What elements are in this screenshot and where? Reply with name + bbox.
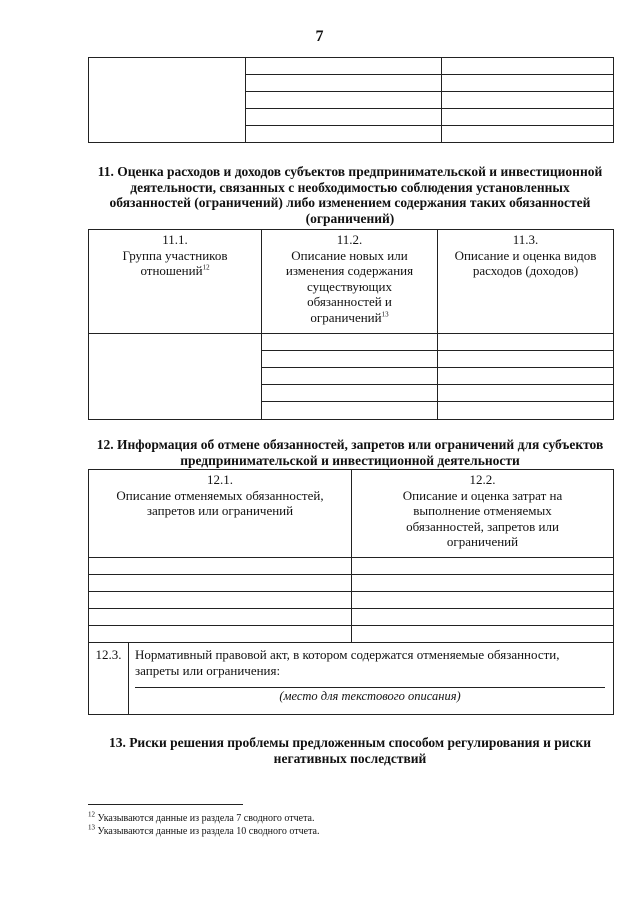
footnote-13: $^{13}$ Указываются данные из раздела 10 сводного отчета. — [88, 823, 320, 837]
table-cell — [262, 402, 438, 420]
table-cell — [438, 334, 614, 351]
table-cell — [246, 92, 442, 109]
table-cell — [89, 592, 352, 609]
table-cell — [352, 592, 614, 609]
footnote-12: $^{12}$ Указываются данные из раздела 7 сводного отчета. — [88, 810, 315, 824]
table-cell — [438, 402, 614, 420]
section-13-title: 13. Риски решения проблемы предложенным способом регулирования и риски негативных последствий — [108, 735, 592, 766]
table-cell — [262, 334, 438, 351]
column-header-11-2: 11.2. Описание новых или изменения содержания существующих обязанностей и ограничений$^{13}$ — [262, 230, 438, 334]
section-12-table — [88, 469, 614, 715]
table-cell — [352, 626, 614, 643]
table-cell — [352, 609, 614, 626]
row-12-3-number: 12.3. — [89, 643, 129, 715]
table-cell — [352, 558, 614, 575]
column-header-12-2: 12.2. Описание и оценка затрат на выполнение отменяемых обязанностей, запретов или ограничений — [352, 470, 614, 558]
page-number: 7 — [315, 28, 324, 45]
table-cell — [246, 126, 442, 143]
table-cell — [262, 351, 438, 368]
table-cell — [438, 351, 614, 368]
table-cell — [89, 334, 262, 420]
table-cell — [89, 558, 352, 575]
table-cell — [262, 368, 438, 385]
table-cell — [89, 609, 352, 626]
table-cell — [89, 575, 352, 592]
table-cell — [442, 92, 614, 109]
footnote-separator — [88, 804, 243, 805]
table-cell — [438, 368, 614, 385]
table-cell — [442, 58, 614, 75]
table-cell — [262, 385, 438, 402]
continuation-table — [88, 57, 614, 143]
row-12-3-label: Нормативный правовой акт, в котором содержатся отменяемые обязанности, запреты или ограничения: — [135, 647, 560, 678]
table-cell — [442, 126, 614, 143]
column-header-12-1: 12.1. Описание отменяемых обязанностей, запретов или ограничений — [89, 470, 352, 558]
row-12-3-content — [129, 643, 614, 715]
table-cell — [438, 385, 614, 402]
table-cell — [246, 58, 442, 75]
table-cell — [89, 58, 246, 143]
table-cell — [89, 626, 352, 643]
section-11-title: 11. Оценка расходов и доходов субъектов предпринимательской и инвестиционной деятельности, связанных с необходимостью соблюдения установленных обязанностей (ограничений) либо изменением содержания таких обязанностей (ограничений) — [97, 164, 603, 226]
text-entry-hint: (место для текстового описания) — [279, 689, 461, 703]
section-12-title: 12. Информация об отмене обязанностей, запретов или ограничений для субъектов предпринимательской и инвестиционной деятельности — [96, 437, 604, 468]
column-header-11-3: 11.3. Описание и оценка видов расходов (доходов) — [438, 230, 614, 334]
table-cell — [352, 575, 614, 592]
section-11-table — [88, 229, 614, 420]
table-cell — [246, 109, 442, 126]
table-cell — [442, 109, 614, 126]
text-entry-line — [135, 687, 605, 688]
table-cell — [442, 75, 614, 92]
column-header-11-1: 11.1. Группа участников отношений$^{12}$ — [89, 230, 262, 334]
table-cell — [246, 75, 442, 92]
